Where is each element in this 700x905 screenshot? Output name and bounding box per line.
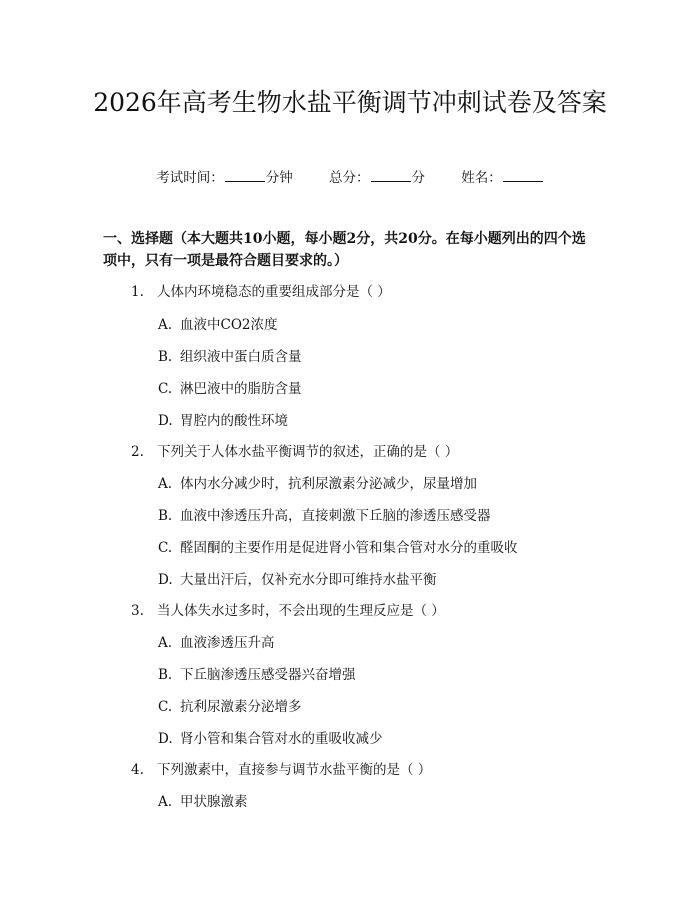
question-text: 当人体失水过多时，不会出现的生理反应是（ ） bbox=[157, 603, 445, 619]
question-stem bbox=[131, 282, 391, 302]
option-text: 血液中渗透压升高，直接刺激下丘脑的渗透压感受器 bbox=[180, 508, 491, 524]
option-text: 血液中CO2浓度 bbox=[180, 317, 278, 333]
option-letter: C. bbox=[158, 381, 173, 397]
exam-time-unit: 分钟 bbox=[265, 170, 293, 186]
option-text: 组织液中蛋白质含量 bbox=[180, 349, 302, 365]
total-score-blank bbox=[371, 169, 411, 182]
option-letter: C. bbox=[158, 540, 173, 556]
option-letter: D. bbox=[158, 413, 173, 429]
question-number: 1. bbox=[131, 284, 144, 300]
option-text: 甲状腺激素 bbox=[180, 794, 248, 810]
student-name-blank bbox=[503, 169, 543, 182]
option-letter: A. bbox=[158, 794, 173, 810]
option-text: 胃腔内的酸性环境 bbox=[180, 413, 288, 429]
student-name-label: 姓名： bbox=[461, 170, 502, 186]
option-text: 血液渗透压升高 bbox=[180, 635, 275, 651]
option-letter: A. bbox=[158, 476, 173, 492]
option-letter: D. bbox=[158, 572, 173, 588]
option-letter: D. bbox=[158, 731, 173, 747]
option-text: 体内水分减少时，抗利尿激素分泌减少，尿量增加 bbox=[180, 476, 477, 492]
option-letter: A. bbox=[158, 317, 173, 333]
answer-option bbox=[158, 665, 356, 685]
answer-option bbox=[158, 729, 383, 749]
option-letter: B. bbox=[158, 349, 173, 365]
option-text: 淋巴液中的脂肪含量 bbox=[180, 381, 302, 397]
answer-option bbox=[158, 633, 275, 653]
question-stem bbox=[131, 601, 445, 621]
answer-option bbox=[158, 347, 302, 367]
question-text: 下列激素中，直接参与调节水盐平衡的是（ ） bbox=[157, 762, 432, 778]
exam-time-label: 考试时间： bbox=[156, 170, 224, 186]
exam-info-line bbox=[0, 168, 700, 188]
exam-time-blank bbox=[225, 169, 265, 182]
option-letter: A. bbox=[158, 635, 173, 651]
question-stem bbox=[131, 442, 458, 462]
page-title: 2026年高考生物水盐平衡调节冲刺试卷及答案 bbox=[93, 88, 607, 117]
option-letter: C. bbox=[158, 699, 173, 715]
answer-option bbox=[158, 411, 288, 431]
question-stem bbox=[131, 760, 431, 780]
total-score-label: 总分： bbox=[329, 170, 370, 186]
section-header: 一、选择题（本大题共10小题，每小题2分，共20分。在每小题列出的四个选项中，只有一项是最符合题目要求的。） bbox=[103, 231, 586, 269]
question-text: 下列关于人体水盐平衡调节的叙述，正确的是（ ） bbox=[157, 444, 459, 460]
answer-option bbox=[158, 315, 278, 335]
answer-option bbox=[158, 792, 248, 812]
option-text: 肾小管和集合管对水的重吸收减少 bbox=[180, 731, 383, 747]
answer-option bbox=[158, 570, 437, 590]
option-letter: B. bbox=[158, 667, 173, 683]
option-text: 醛固酮的主要作用是促进肾小管和集合管对水分的重吸收 bbox=[180, 540, 518, 556]
total-score-field bbox=[329, 170, 425, 186]
option-text: 抗利尿激素分泌增多 bbox=[180, 699, 302, 715]
question-number: 3. bbox=[131, 603, 144, 619]
question-text: 人体内环境稳态的重要组成部分是（ ） bbox=[157, 284, 391, 300]
student-name-field bbox=[461, 170, 544, 186]
option-text: 大量出汗后，仅补充水分即可维持水盐平衡 bbox=[180, 572, 437, 588]
exam-time-field bbox=[156, 170, 293, 186]
question-number: 4. bbox=[131, 762, 144, 778]
answer-option bbox=[158, 697, 302, 717]
total-score-unit: 分 bbox=[411, 170, 425, 186]
option-letter: B. bbox=[158, 508, 173, 524]
question-number: 2. bbox=[131, 444, 144, 460]
answer-option bbox=[158, 474, 477, 494]
answer-option bbox=[158, 379, 302, 399]
answer-option bbox=[158, 538, 518, 558]
option-text: 下丘脑渗透压感受器兴奋增强 bbox=[180, 667, 356, 683]
answer-option bbox=[158, 506, 491, 526]
